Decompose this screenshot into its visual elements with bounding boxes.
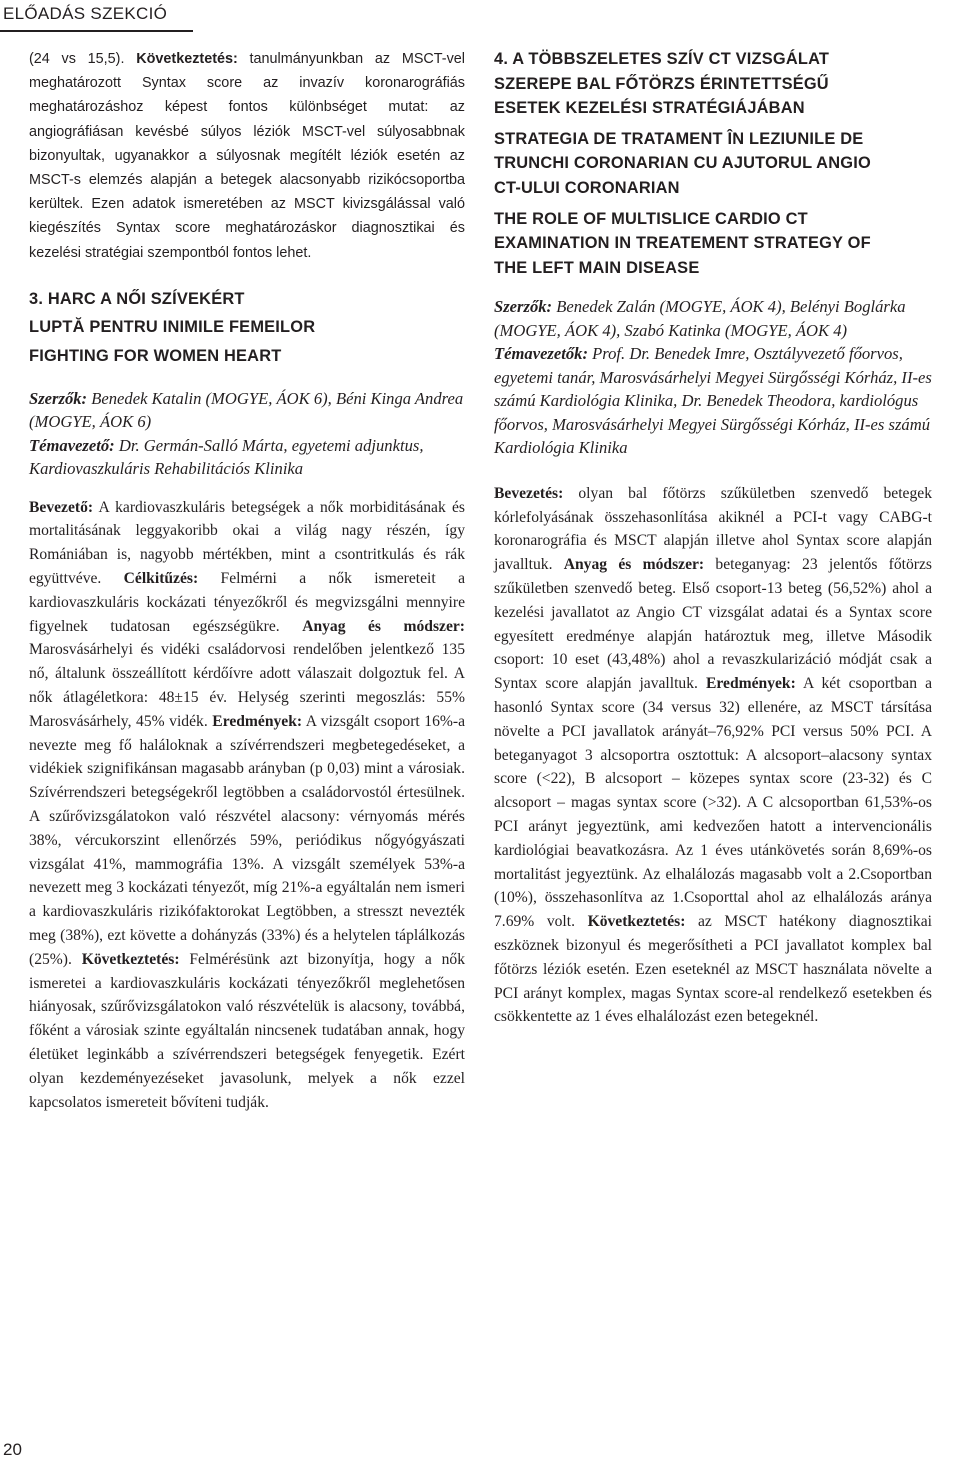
section-label: Eredmények: [212,712,303,730]
section-label: Eredmények: [705,675,796,693]
left-column [29,47,465,1114]
article-3-title-hu: 3. HARC A NŐI SZÍVEKÉRT [29,289,245,308]
body-text: beteganyag: 23 jelentős főtörzs szűkületben szenvedő beteg. Első csoport-13 beteg (56,52%) ahol a kezelési javallatot az Angio CT vizsgálat adatai és a Syntax score egyesített eredménye alapján határoztuk meg, illetve Második csoport: 10 eset (43,48%) ahol a revaszkularizáció módját csak a Syntax score alapján javalltuk. [494,556,932,693]
article-3-title-en: FIGHTING FOR WOMEN HEART [29,347,282,366]
authors-label: Szerzők: [29,388,88,408]
article-4-title-hu-2: SZEREPE BAL FŐTÖRZS ÉRINTETTSÉGŰ [494,74,829,93]
body-text: A vizsgált csoport 16%-a nevezte meg fő haláloknak a szívérrendszeri megbetegedéseket, a vidékiek szignifikánsan magasabb arányban (p 0,03) mint a városiak. Szívérrendszeri betegségekről legtöbben a családorvostól értesülnek. A szűrővizsgálatokon való részvétel alacsony: vérnyomás mérés 38%, vércukorszint ellenőrzés 59%, periódikus nőgyógyászati vizsgálat 41%, mammográfia 13%. A vizsgált személyek 53%-a nevezett meg 3 kockázati tényezőt, míg 21%-a egyáltalán nem ismeri a kardiovaszkuláris rizikófaktorokat Legtöbben, a stresszt nevezték meg (38%), ezt követte a dohányzás (33%) és a helytelen táplálkozás (25%). [29,712,465,968]
authors-label: Szerzők: [494,297,553,317]
section-label: Célkitűzés: [123,570,199,587]
section-label: Anyag és módszer: [302,617,465,635]
section-label: Bevezető: [29,498,94,516]
supervisor-text: Dr. Germán-Salló Márta, egyetemi adjunktus, Kardiovaszkuláris Rehabilitációs Klinika [29,435,424,479]
section-label: Következtetés: [136,51,238,67]
body-text: az MSCT hatékony diagnosztikai eszköznek bizonyul és megerősítheti a PCI javallatot komplex bal főtörzs léziók esetén. Ezen eseteknél az MSCT használata növelte a PCI arányt komplex, magas Syntax score-al rendelkező esetekben és csökkentette az 1 éves elhalálozást ezen betegeknél. [494,913,932,1026]
article-3-abstract [29,496,465,1115]
article-4-abstract [494,482,932,1029]
section-label: Anyag és módszer: [563,556,705,574]
body-text: A kardiovaszkuláris betegségek a nők morbiditásának és mortalitásának leggyakoribb okai a világ nagy részén, így Romániában is, nagyobb mértékben, mint a csontritkulás és rák együttvéve. [29,498,465,587]
body-text: A két csoportban a hasonló Syntax score (34 versus 32) ellenére, az MSCT társítása növelte a PCI javallatok arányát–76,92% PCI versus 50% PCI. A beteganyagot 3 alcsoportra osztottuk: A alcsoport–alacsony syntax score (<22), B alcsoport – közepes syntax score (23-32) és C alcsoport – magas syntax score (>32). A C alcsoportban 61,53%-os PCI arányt jegyeztünk, ami kedvezően hatott a intervencionális kardiológiai beavatkozásra. Az 1 éves utánkövetés során 8,69%-os mortalitást jegyeztünk. Az elhalálozás magasabb volt a 2.Csoportban (10%), összehasonlítva az 1.Csoporttal ahol az elhalálozás aránya 7.69% volt. [494,675,933,931]
article-4-title-ro-1: STRATEGIA DE TRATAMENT ÎN LEZIUNILE DE [494,129,864,148]
left-intro-paragraph [29,47,465,265]
body-text: Marosvásárhelyi és vidéki családorvosi rendelőben jelentkező 135 nő, általunk összeállított kérdőívre adott válaszait dolgoztuk fel. A nők átlagéletkora: 48±15 év. Helység szerinti megoszlás: 55% Marosvásárhely, 45% vidék. [29,641,465,730]
section-label: Bevezetés: [494,484,564,502]
section-label: Következtetés: [81,950,180,968]
supervisor-label: Témavezető: [29,435,115,455]
article-4-authors [494,295,932,342]
body-text: tanulmányunkban az MSCT-vel meghatározott Syntax score az invazív koronarográfiás meghatározáshoz képest fontos különbséget mutat: az angiográfiásan kevésbé súlyos léziók MSCT-vel súlyosabbnak bizonyultak, ugyanakkor a súlyosnak megítélt léziók esetén az MSCT-s elemzés alapján a betegek alacsonyabb rizikócsoportba kerültek. Ezen adatok ismeretében az MSCT kivizsgálással való kiegészítés Syntax score meghatározáskor diagnosztikai és kezelési stratégiai szempontból fontos lehet. [29,51,465,261]
article-3-title-ro: LUPTĂ PENTRU INIMILE FEMEILOR [29,318,316,337]
body-text: (24 vs 15,5). [29,51,137,67]
page-number: 20 [3,1440,22,1459]
article-4-title-en-2: EXAMINATION IN TREATEMENT STRATEGY OF [494,234,871,253]
article-4-supervisor [494,342,932,460]
authors-text: Benedek Katalin (MOGYE, ÁOK 6), Béni Kinga Andrea (MOGYE, ÁOK 6) [29,388,464,432]
body-text: olyan bal főtörzs szűkületben szenvedő betegek kórlefolyásának összehasonlítása akiknél a PCI-t vagy CABG-t koronarográfia és MSCT alapján illetve ahol Syntax score alapján javalltuk. [494,484,932,574]
article-4-title-ro-2: TRUNCHI CORONARIAN CU AJUTORUL ANGIO [494,154,871,173]
section-label: Következtetés: [587,913,686,931]
right-column [494,47,932,1029]
body-text: Felmérésünk azt bizonyítja, hogy a nők ismeretei a kardiovaszkuláris kockázati tényezőkről meglehetősen hiányosak, szűrővizsgálatokon való részvételük is alacsony, továbbá, főként a városiak szinte egyáltalán nincsenek tudatában annak, hogy életüket leginkább a szívérrendszeri betegségek fenyegetik. Ezért olyan kezdeményezéseket javasolunk, melyek a nők ezzel kapcsolatos ismereteit bővíteni tudják. [29,950,465,1111]
article-4-title-ro-3: CT-ULUI CORONARIAN [494,178,680,197]
authors-text: Benedek Zalán (MOGYE, ÁOK 4), Belényi Boglárka (MOGYE, ÁOK 4), Szabó Katinka (MOGYE, ÁOK 4) [494,297,906,340]
article-3-supervisor [29,434,465,481]
section-header: ELŐADÁS SZEKCIÓ [0,0,193,32]
supervisor-label: Témavezetők: [494,344,588,364]
article-4-title-hu-1: 4. A TÖBBSZELETES SZÍV CT VIZSGÁLAT [494,50,830,68]
article-4-title-en-3: THE LEFT MAIN DISEASE [494,258,700,277]
article-4-title-hu-3: ESETEK KEZELÉSI STRATÉGIÁJÁBAN [494,99,805,118]
body-text: Felmérni a nők ismereteit a kardiovaszkuláris kockázati tényezőkről és megvizsgálni mennyire figyelnek tudatosan egészségükre. [29,570,465,635]
article-4-title-en-1: THE ROLE OF MULTISLICE CARDIO CT [494,209,808,228]
supervisor-text: Prof. Dr. Benedek Imre, Osztályvezető főorvos, egyetemi tanár, Marosvásárhelyi Megyei Sürgősségi Kórház, II-es számú Kardiológia Klinika, Dr. Benedek Theodora, kardiológus főorvos, Marosvásárhelyi Megyei Sürgősségi Kórház, II-es számú Kardiológia Klinika [494,344,932,458]
article-3-authors [29,387,465,434]
